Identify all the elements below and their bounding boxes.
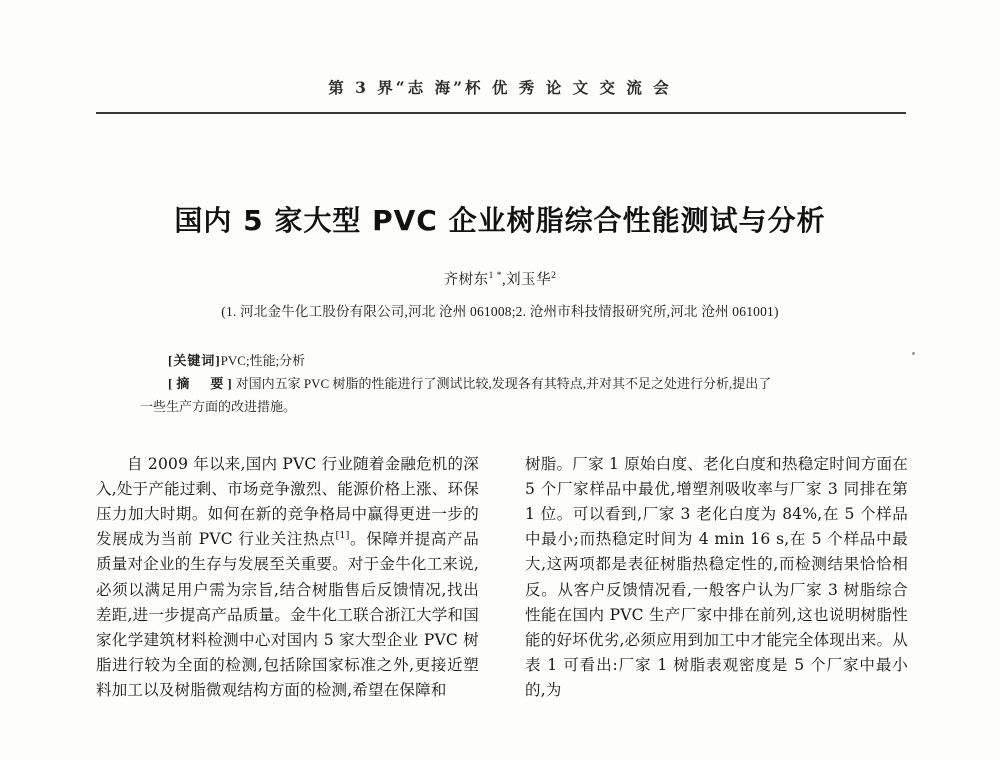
paragraph [96, 452, 479, 703]
page-title: 国内 5 家大型 PVC 企业树脂综合性能测试与分析 [174, 203, 826, 237]
paragraph-text: 自 2009 年以来,国内 PVC 行业随着金融危机的深入,处于产能过剩、市场竞争激烈、能源价格上涨、环保压力加大时期。如何在新的竞争格局中赢得更进一步的发展成为当前 PVC 行业关注热点 [96, 455, 479, 549]
reference-marker: [1] [335, 530, 350, 542]
author-line [0, 268, 1000, 289]
author-separator: ,刘玉华 [502, 272, 552, 288]
keywords-label: [关键词] [168, 353, 221, 368]
header-divider [96, 112, 906, 114]
paragraph-text: 树脂。厂家 1 原始白度、老化白度和热稳定时间方面在 5 个厂家样品中最优,增塑剂吸收率与厂家 3 同排在第 1 位。可以看到,厂家 3 老化白度为 84%,在 5 个样品中最小;而热稳定时间为 4 min 16 s,在 5 个样品中最大,这两项都是表征树脂热稳定性的,而检测结果恰恰相反。从客户反馈情况看,一般客户认为厂家 3 树脂综合性能在国内 PVC 生产厂家中排在前列,这也说明树脂性能的好坏优劣,必须应用到加工中才能完全体现出来。从表 1 可看出:厂家 1 树脂表观密度是 5 个厂家中最小的,为 [525, 455, 908, 699]
keywords-text: PVC;性能;分析 [220, 353, 306, 368]
abstract-line [140, 373, 870, 396]
author-second-affil-marker: 2 [551, 271, 557, 282]
paragraph-text-tail: 。保障并提高产品质量对企业的生存与发展至关重要。对于金牛化工来说,必须以满足用户需为宗旨,结合树脂售后反馈情况,找出差距,进一步提高产品质量。金牛化工联合浙江大学和国家化学建筑材料检测中心对国内 5 家大型企业 PVC 树脂进行较为全面的检测,包括除国家标准之外,更接近塑料加工以及树脂微观结构方面的检测,希望在保障和 [96, 530, 479, 699]
body-columns [96, 452, 908, 760]
author-first: 齐树东 [443, 272, 489, 288]
left-column [96, 452, 479, 760]
abstract-label: [摘 要] [168, 375, 236, 391]
scan-artifact-dot [912, 352, 915, 355]
affiliation-line: (1. 河北金牛化工股份有限公司,河北 沧州 061008;2. 沧州市科技情报研究所,河北 沧州 061001) [221, 304, 779, 319]
paragraph [525, 452, 908, 703]
abstract-text-continued: 一些生产方面的改进措施。 [140, 398, 297, 414]
author-first-affil-marker: 1 * [488, 271, 502, 282]
abstract-text: 对国内五家 PVC 树脂的性能进行了测试比较,发现各有其特点,并对其不足之处进行分析,提出了 [235, 375, 772, 391]
running-head: 第 3 界“志 海”杯 优 秀 论 文 交 流 会 [328, 78, 672, 97]
abstract-block [140, 350, 870, 418]
right-column [525, 452, 908, 760]
keywords-line [140, 350, 870, 373]
